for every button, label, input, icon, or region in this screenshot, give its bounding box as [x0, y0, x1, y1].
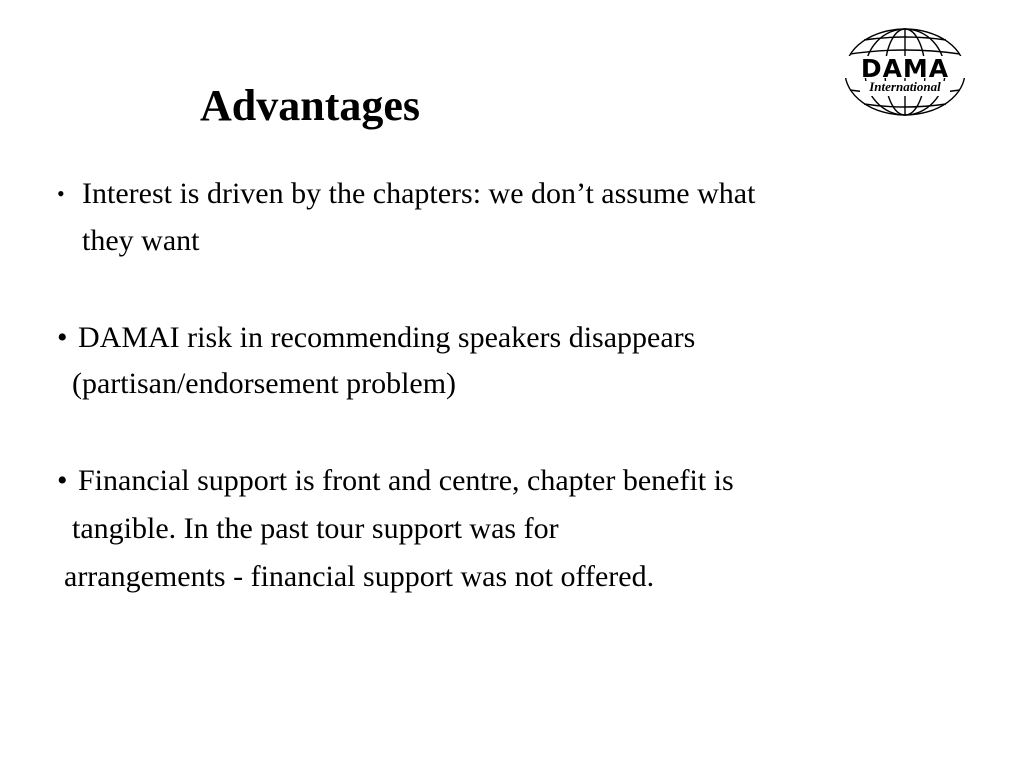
- slide-title: Advantages: [200, 81, 421, 130]
- bullet-marker: •: [57, 464, 68, 497]
- bullet-3-line-3: arrangements - financial support was not offered.: [64, 560, 655, 593]
- bullet-1-line-2: they want: [82, 224, 200, 257]
- bullet-2-line-2: (partisan/endorsement problem): [72, 367, 457, 400]
- logo-subtitle: International: [869, 79, 941, 94]
- bullet-marker: •: [57, 321, 68, 354]
- dama-international-logo: [838, 26, 972, 118]
- logo-wordmark: DAMA: [860, 54, 950, 83]
- bullet-3-line-1: Financial support is front and centre, chapter benefit is: [78, 464, 734, 497]
- bullet-2-line-1: DAMAI risk in recommending speakers disappears: [78, 321, 696, 354]
- bullet-3-line-2: tangible. In the past tour support was for: [72, 512, 559, 545]
- bullet-marker: •: [57, 181, 65, 206]
- bullet-1-line-1: Interest is driven by the chapters: we don’t assume what: [82, 177, 756, 210]
